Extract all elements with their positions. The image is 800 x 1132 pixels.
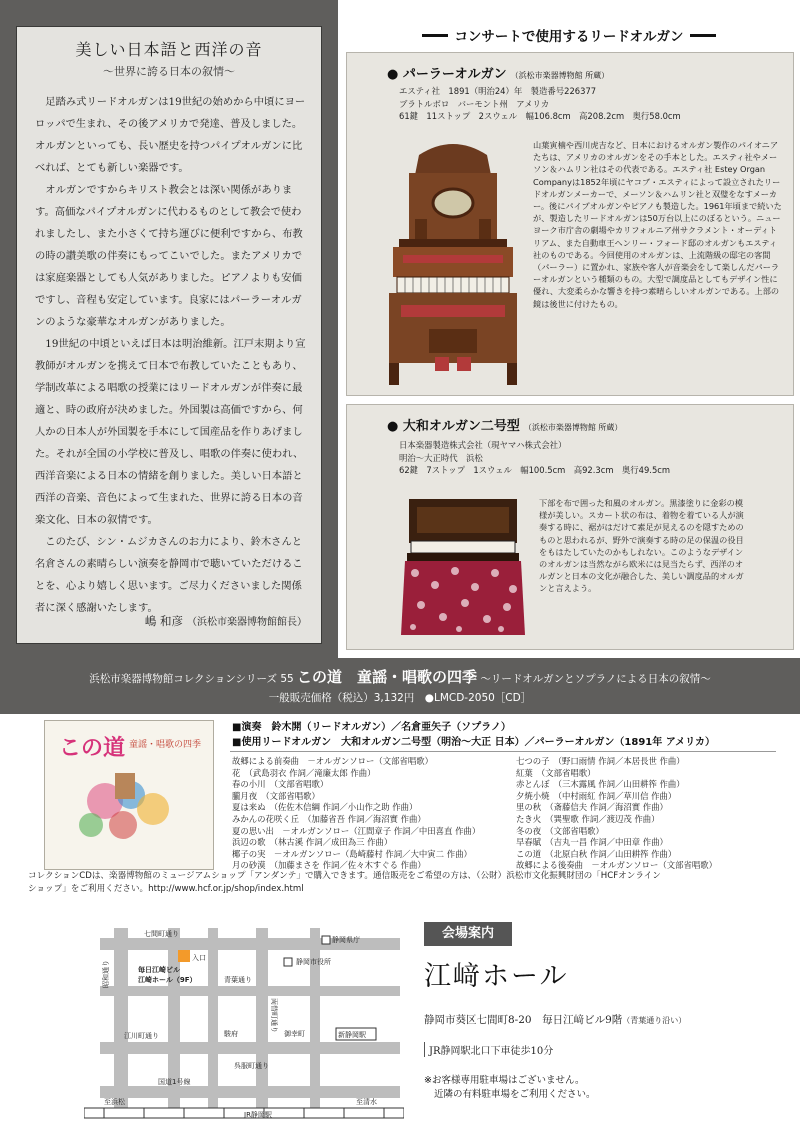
essay-body — [35, 91, 307, 619]
essay-title: 美しい日本語と西洋の音 — [75, 40, 263, 59]
cd-cover-subtitle: 童謡・唱歌の四季 — [129, 740, 202, 750]
map-landmark: 至浜松 — [104, 1098, 125, 1106]
venue-address — [424, 1012, 686, 1027]
organs-heading — [372, 24, 766, 46]
track-item: 朧月夜 （文部省唱歌） — [232, 790, 320, 801]
organ-card-yamato — [346, 404, 794, 650]
map-landmark: JR静岡駅 — [244, 1111, 272, 1119]
cd-band — [0, 658, 800, 714]
track-item: 早春賦 （吉丸一昌 作詞／中田章 作曲） — [516, 837, 668, 848]
cd-subtitle: ～リードオルガンとソプラノによる日本の叙情～ — [480, 673, 711, 685]
parking-line2: 近隣の有料駐車場をご利用ください。 — [434, 1089, 596, 1100]
organ1-owner: （浜松市楽器博物館 所蔵） — [510, 71, 610, 80]
track-item: 七つの子 （野口雨情 作詞／本居長世 作曲） — [516, 756, 685, 766]
essay-subtitle: ～世界に誇る日本の叙情～ — [103, 65, 235, 78]
essay-box — [16, 26, 322, 644]
venue-name: 江﨑ホール — [424, 961, 569, 992]
parking-note — [424, 1074, 596, 1102]
cd-series: 浜松市楽器博物館コレクションシリーズ 55 — [89, 673, 294, 685]
parking-line1: ※お客様専用駐車場はございません。 — [424, 1075, 585, 1086]
cd-cover-art — [45, 721, 213, 869]
organ2-specs — [399, 439, 789, 477]
divider — [230, 751, 776, 752]
organ2-owner: （浜松市楽器博物館 所蔵） — [523, 423, 623, 432]
organ1-spec-place: ブラトルボロ バーモント州 アメリカ — [399, 98, 550, 109]
track-item: この道 （北原白秋 作詞／山田耕筰 作曲） — [516, 848, 677, 859]
map-street-label: 七間町通り — [144, 930, 179, 938]
shop-note-line1: コレクションCDは、楽器博物館のミュージアムショップ「アンダンテ」で購入できます。通信販売をご希望の方は、（公財）浜松市文化振興財団の「HCFオンライン — [28, 871, 661, 881]
organ1-title: ● パーラーオルガン （浜松市楽器博物館 所蔵） — [387, 67, 610, 82]
organ2-title: ● 大和オルガン二号型 （浜松市楽器博物館 所蔵） — [387, 419, 623, 434]
organ1-name: パーラーオルガン — [402, 67, 507, 82]
map-street-label: 両替町通り — [270, 998, 278, 1033]
map-street-label: 江川町通り — [124, 1032, 159, 1040]
track-item: 夏は来ぬ （佐佐木信綱 作詞／小山作之助 作曲） — [232, 802, 418, 813]
cd-title: この道 童謡・唱歌の四季 — [297, 668, 478, 686]
track-item: 月の砂漠 （加藤まさを 作詞／佐々木すぐる 作曲） — [232, 860, 426, 871]
author-affiliation: （浜松市楽器博物館館長） — [187, 617, 307, 628]
map-street-label: 呉服町通り — [234, 1062, 269, 1070]
organs-heading-text: コンサートで使用するリードオルガン — [454, 29, 684, 45]
shop-note-line2[interactable]: ショップ」をご利用ください。http://www.hcf.or.jp/shop/index.html — [28, 884, 304, 894]
cd-instruments: ■使用リードオルガン 大和オルガン二号型（明治～大正 日本）／パーラーオルガン（1891年 アメリカ） — [232, 737, 716, 748]
organ-card-parlor — [346, 52, 794, 396]
essay-signature — [145, 613, 307, 629]
venue-address-note: （青葉通り沿い） — [622, 1016, 687, 1025]
map-landmark: 静岡県庁 — [332, 936, 360, 944]
map-street-label: 青葉通り — [224, 976, 252, 984]
track-item: 椰子の実 －オルガンソロー（島崎藤村 作詞／大中寅二 作曲） — [232, 848, 472, 859]
track-item: 花 （武島羽衣 作詞／滝廉太郎 作曲） — [232, 767, 376, 778]
cd-price: 一般販売価格（税込）3,132円 ●LMCD-2050［CD］ — [268, 692, 532, 704]
track-item: みかんの花咲く丘 （加藤省吾 作詞／海沼實 作曲） — [232, 813, 426, 824]
map-landmark: 入口 — [192, 954, 206, 962]
map-landmark: 静岡市役所 — [296, 958, 331, 966]
parlor-organ-photo — [379, 135, 527, 389]
essay-paragraph: オルガンですからキリスト教会とは深い関係があります。高価なパイプオルガンに代わるものとして教会で使われましたし、また小さくて持ち運びに便利ですから、布教の時の讃美歌の伴奏にもってこいでした。またアメリカでは家庭楽器としても人気がありました。ピアノよりも安価ですし、音程も安定しています。良家にはパーラーオルガンのような豪華なオルガンがありました。 — [35, 184, 303, 328]
track-item: 里の秋 （斎藤信夫 作詞／海沼實 作曲） — [516, 802, 668, 813]
shop-note — [28, 870, 768, 896]
venue-label: 会場案内 — [424, 922, 512, 946]
heading-rule-right — [690, 34, 716, 37]
track-item: 夏の思い出 －オルガンソロー（江間章子 作詞／中田喜直 作曲） — [232, 825, 481, 836]
map-street-label: 国道1号線 — [158, 1078, 191, 1086]
map-landmark: 至清水 — [356, 1098, 377, 1106]
cd-performers: ■演奏 鈴木開（リードオルガン）／名倉亜矢子（ソプラノ） — [232, 722, 511, 733]
organ2-spec-maker: 日本楽器製造株式会社（現ヤマハ株式会社） — [399, 440, 567, 450]
cd-credits — [232, 720, 715, 750]
organ1-spec-size: 61鍵 11ストップ 2スウェル 幅106.8cm 高208.2cm 奥行58.0cm — [399, 111, 681, 121]
essay-panel — [0, 0, 338, 658]
heading-rule-left — [422, 34, 448, 37]
cd-cover — [44, 720, 214, 870]
essay-paragraph: このたび、シン・ムジカさんのお力により、鈴木さんと名倉さんの素晴らしい演奏を静岡市で聴いていただけることを、心より嬉しく思います。ご尽力くださいました関係者に深く感謝いたします。 — [35, 536, 303, 614]
organ2-description: 下部を布で囲った和風のオルガン。黒漆塗りに金彩の模様が美しい。スカート状の布は、着物を着ている人が演奏する時に、裾がはだけて素足が見えるのを隠すためのものと思われるが、野外で演奏する時の足の保温の役目をもはたしていたのかもしれない。このようなデザインのオルガンは当然ながら欧米には見当たらず、西洋のオルガンと日本の文化が融合した、美しい調度品的オルガンと言えよう。 — [539, 498, 744, 594]
tracklist-right — [516, 756, 780, 872]
map-landmark: 御幸町 — [284, 1030, 305, 1038]
organ2-spec-size: 62鍵 7ストップ 1スウェル 幅100.5cm 高92.3cm 奥行49.5cm — [399, 465, 671, 475]
yamato-organ-photo — [401, 493, 525, 643]
organ2-name: 大和オルガン二号型 — [402, 419, 520, 434]
tracklist-left — [232, 756, 500, 872]
track-item: 故郷による後奏曲 －オルガンソロー（文部省唱歌） — [516, 860, 717, 871]
track-item: 浜辺の歌 （林古溪 作詞／成田為三 作曲） — [232, 837, 393, 848]
organ1-spec-maker: エスティ社 1891（明治24）年 製造番号226377 — [399, 86, 597, 96]
venue-access: JR静岡駅北口下車徒歩10分 — [424, 1042, 553, 1057]
track-item: たき火 （巽聖歌 作詞／渡辺茂 作曲） — [516, 813, 660, 824]
essay-paragraph: 足踏み式リードオルガンは19世紀の始めから中頃にヨーロッパで生まれ、その後アメリカで発達、普及しました。オルガンといっても、長い歴史を持つパイプオルガンに比べれば、とても新しい楽器です。 — [35, 96, 306, 174]
organ1-description: 山葉寅楠や西川虎吉など、日本におけるオルガン製作のパイオニアたちは、アメリカのオルガンをその手本とした。エスティ社やメーソン＆ハムリン社はその代表である。エスティ社 Estey Organ Companyは1852年頃にヤコブ・エスティによって設立されたリードオルガンメーカーで、メーソン＆ハムリン社と双璧をなすメーカー。後にパイプオルガンやピアノも製造した。1961年頃まで続いたが、製造したリードオルガンは50万台以上にのぼるという。ニューヨーク市庁舎の劇場やカリフォルニア州サクラメント・オーディトリアム、また自動車王ヘンリー・フォード邸のオルガンもエスティ社のものである。今回使用のオルガンは、上流階級の邸宅の客間（パーラー）に置かれ、家族や客人が音楽会をして楽しんだパーラーオルガンという種類のもの。大型で調度品としてもデザイン性に優れ、大変柔らかな響きを持つ素晴らしいオルガンである。上部の鏡は後世に付けたもの。 — [533, 140, 782, 309]
organ1-specs — [399, 85, 789, 123]
map-landmark: 毎日江崎ビル — [138, 966, 180, 974]
essay-paragraph: 19世紀の中頃といえば日本は明治維新。江戸末期より宣教師がオルガンを携えて日本で布教していたこともあり、学制改革による唱歌の授業にはリードオルガンが伴奏に最適と、時の政府が決めました。外国製は高価ですから、何人かの日本人が外国製を手本にして国産品を作りあげました。それが全国の小学校に普及し、唱歌の伴奏に使われ、西洋音楽による日本の情緒を創りました。美しい日本語と西洋の音楽、音色によって生まれた、世界に誇る日本の音楽文化、日本の叙情です。 — [35, 338, 306, 526]
map-landmark: 駿府 — [224, 1030, 238, 1038]
track-item: 春の小川 （文部省唱歌） — [232, 779, 329, 790]
author-name: 嶋 和彦 — [144, 614, 183, 628]
venue-address-text: 静岡市葵区七間町8-20 毎日江﨑ビル9階 — [424, 1014, 623, 1026]
map-landmark: 新静岡駅 — [338, 1031, 366, 1039]
track-item: 赤とんぼ （三木露風 作詞／山田耕筰 作曲） — [516, 779, 685, 790]
organ2-spec-place: 明治～大正時代 浜松 — [399, 452, 483, 463]
track-item: 冬の夜 （文部省唱歌） — [516, 825, 604, 836]
track-item: 故郷による前奏曲 －オルガンソロー（文部省唱歌） — [232, 756, 433, 766]
map-street-label: 昭和通り — [102, 960, 110, 988]
track-item: 紅葉 （文部省唱歌） — [516, 767, 596, 778]
venue-map — [84, 928, 404, 1124]
track-item: 夕焼小焼 （中村雨紅 作詞／草川信 作曲） — [516, 790, 677, 801]
map-landmark: 江崎ホール（9F） — [138, 976, 197, 984]
cd-cover-title: この道 — [59, 735, 126, 761]
cd-band-title-line — [0, 666, 800, 687]
